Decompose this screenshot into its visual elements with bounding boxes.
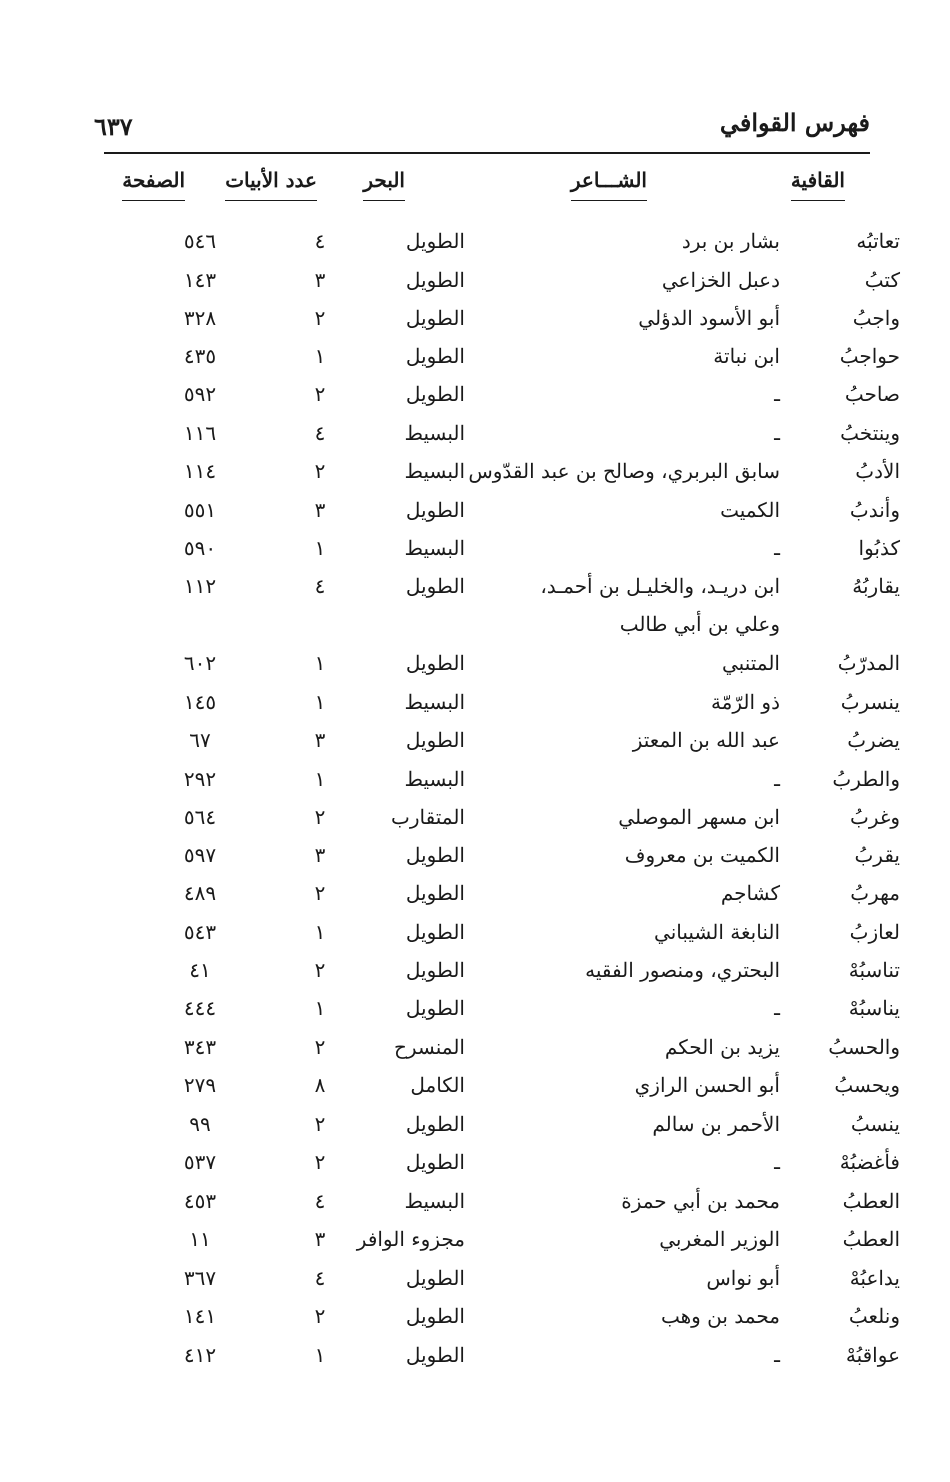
verse-count-cell: ٢	[314, 1112, 326, 1136]
poet-cell: ابن نباتة	[713, 344, 780, 368]
page-ref-cell: ٥٩٢	[183, 382, 217, 406]
column-header-poet: الشـــاعر	[571, 168, 647, 201]
rhyme-cell: كتبُ	[864, 268, 900, 292]
poet-cell: ـ	[774, 382, 780, 406]
meter-cell: البسيط	[404, 536, 465, 560]
verse-count-cell: ٣	[314, 843, 326, 867]
page-ref-cell: ٢٧٩	[183, 1073, 217, 1097]
rhyme-cell: تعاتبُه	[856, 229, 900, 253]
verse-count-cell: ٣	[314, 1227, 326, 1251]
rhyme-cell: ونلعبُ	[848, 1304, 900, 1328]
rhyme-cell: صاحبُ	[844, 382, 900, 406]
meter-cell: الطويل	[405, 574, 465, 598]
poet-cell: ـ	[774, 767, 780, 791]
meter-cell: الطويل	[405, 498, 465, 522]
verse-count-cell: ٤	[314, 1266, 326, 1290]
page-ref-cell: ٢٩٢	[183, 767, 217, 791]
page-ref-cell: ٦٠٢	[183, 651, 217, 675]
poet-cell: دعبل الخزاعي	[661, 268, 780, 292]
meter-cell: الطويل	[405, 1266, 465, 1290]
verse-count-cell: ١	[314, 690, 326, 714]
meter-cell: البسيط	[404, 459, 465, 483]
rhyme-cell: وأندبُ	[849, 498, 900, 522]
rhyme-cell: ويحسبُ	[834, 1073, 900, 1097]
poet-cell: الوزير المغربي	[659, 1227, 780, 1251]
poet-cell: ـ	[774, 996, 780, 1020]
rhyme-cell: الأدبُ	[855, 459, 900, 483]
page-ref-cell: ٥٦٤	[183, 805, 217, 829]
page-ref-cell: ٥٩٠	[183, 536, 217, 560]
rhyme-cell: العطبُ	[842, 1227, 900, 1251]
rhyme-cell: يقاربُهُ	[852, 574, 900, 598]
meter-cell: الطويل	[405, 1112, 465, 1136]
verse-count-cell: ٢	[314, 459, 326, 483]
poet-cell: المتنبي	[722, 651, 780, 675]
page-ref-cell: ٤٨٩	[183, 881, 217, 905]
header-rule	[104, 152, 870, 154]
meter-cell: المتقارب	[391, 805, 465, 829]
poet-cell-continued: وعلي بن أبي طالب	[619, 612, 780, 636]
verse-count-cell: ٢	[314, 306, 326, 330]
page-ref-cell: ٥٤٣	[183, 920, 217, 944]
meter-cell: البسيط	[404, 767, 465, 791]
page-ref-cell: ٣٤٣	[183, 1035, 217, 1059]
page-ref-cell: ١٤٥	[183, 690, 217, 714]
verse-count-cell: ٤	[314, 1189, 326, 1213]
page-ref-cell: ٤٥٣	[183, 1189, 217, 1213]
verse-count-cell: ٤	[314, 574, 326, 598]
page-ref-cell: ١٤١	[183, 1304, 217, 1328]
verse-count-cell: ١	[314, 536, 326, 560]
rhyme-cell: المدرّبُ	[837, 651, 900, 675]
verse-count-cell: ٢	[314, 881, 326, 905]
page-ref-cell: ٣٦٧	[183, 1266, 217, 1290]
verse-count-cell: ١	[314, 920, 326, 944]
poet-cell: ابن مسهر الموصلي	[618, 805, 780, 829]
verse-count-cell: ٢	[314, 1035, 326, 1059]
column-header-page: الصفحة	[122, 168, 185, 201]
page-ref-cell: ٤١	[189, 958, 211, 982]
page-number: ٦٣٧	[94, 112, 133, 141]
page-ref-cell: ١١٢	[183, 574, 217, 598]
meter-cell: الطويل	[405, 1304, 465, 1328]
verse-count-cell: ٤	[314, 229, 326, 253]
page-ref-cell: ٤١٢	[183, 1343, 217, 1367]
verse-count-cell: ٣	[314, 728, 326, 752]
page-ref-cell: ٤٤٤	[183, 996, 217, 1020]
verse-count-cell: ٢	[314, 1150, 326, 1174]
verse-count-cell: ٣	[314, 268, 326, 292]
meter-cell: الطويل	[405, 382, 465, 406]
rhyme-cell: عواقبُهْ	[845, 1343, 900, 1367]
rhyme-cell: يضربُ	[847, 728, 900, 752]
meter-cell: الكامل	[410, 1073, 465, 1097]
poet-cell: بشار بن برد	[681, 229, 780, 253]
meter-cell: الطويل	[405, 344, 465, 368]
meter-cell: الطويل	[405, 881, 465, 905]
meter-cell: البسيط	[404, 421, 465, 445]
rhyme-cell: وغربُ	[850, 805, 900, 829]
meter-cell: الطويل	[405, 996, 465, 1020]
rhyme-cell: وينتخبُ	[840, 421, 900, 445]
meter-cell: مجزوء الوافر	[356, 1227, 465, 1251]
page-ref-cell: ٦٧	[189, 728, 211, 752]
verse-count-cell: ٨	[314, 1073, 326, 1097]
meter-cell: الطويل	[405, 1150, 465, 1174]
meter-cell: الطويل	[405, 920, 465, 944]
poet-cell: يزيد بن الحكم	[664, 1035, 780, 1059]
rhyme-cell: كذبُوا	[858, 536, 900, 560]
poet-cell: الأحمر بن سالم	[652, 1112, 780, 1136]
poet-cell: ـ	[774, 421, 780, 445]
page-ref-cell: ٤٣٥	[183, 344, 217, 368]
rhyme-cell: ينسربُ	[840, 690, 900, 714]
poet-cell: ـ	[774, 536, 780, 560]
rhyme-cell: والحسبُ	[828, 1035, 900, 1059]
poet-cell: الكميت بن معروف	[624, 843, 780, 867]
column-header-meter: البحر	[363, 168, 405, 201]
page-ref-cell: ١١٦	[183, 421, 217, 445]
poet-cell: محمد بن أبي حمزة	[621, 1189, 780, 1213]
page-ref-cell: ٥٩٧	[183, 843, 217, 867]
poet-cell: أبو نواس	[706, 1266, 780, 1290]
rhyme-cell: مهربُ	[850, 881, 900, 905]
meter-cell: المنسرح	[393, 1035, 465, 1059]
rhyme-cell: والطربُ	[832, 767, 900, 791]
rhyme-cell: واجبُ	[852, 306, 900, 330]
page-ref-cell: ١٤٣	[183, 268, 217, 292]
rhyme-cell: حواجبُ	[839, 344, 900, 368]
rhyme-cell: يداعبُهْ	[849, 1266, 900, 1290]
poet-cell: ـ	[774, 1343, 780, 1367]
rhyme-cell: لعازبُ	[849, 920, 900, 944]
page-ref-cell: ٥٤٦	[183, 229, 217, 253]
running-title: فهرس القوافي	[719, 108, 870, 137]
meter-cell: البسيط	[404, 690, 465, 714]
poet-cell: ذو الرّمّة	[710, 690, 780, 714]
column-header-qafiya: القافية	[791, 168, 845, 201]
page-ref-cell: ١١٤	[183, 459, 217, 483]
poet-cell: البحتري، ومنصور الفقيه	[585, 958, 780, 982]
poet-cell: ابن دريـد، والخليـل بن أحمـد،	[540, 574, 780, 598]
poet-cell: النابغة الشيباني	[654, 920, 780, 944]
poet-cell: الكميت	[720, 498, 780, 522]
column-header-verse-count: عدد الأبيات	[225, 168, 317, 201]
poet-cell: أبو الأسود الدؤلي	[638, 306, 780, 330]
verse-count-cell: ٢	[314, 805, 326, 829]
verse-count-cell: ١	[314, 1343, 326, 1367]
rhyme-cell: فأغضبُهْ	[839, 1150, 900, 1174]
poet-cell: سابق البربري، وصالح بن عبد القدّوس	[468, 459, 780, 483]
verse-count-cell: ١	[314, 651, 326, 675]
page-ref-cell: ٥٥١	[183, 498, 217, 522]
meter-cell: الطويل	[405, 229, 465, 253]
page-ref-cell: ٩٩	[189, 1112, 211, 1136]
poet-cell: أبو الحسن الرازي	[634, 1073, 780, 1097]
poet-cell: ـ	[774, 1150, 780, 1174]
verse-count-cell: ٢	[314, 958, 326, 982]
poet-cell: محمد بن وهب	[660, 1304, 780, 1328]
verse-count-cell: ٣	[314, 498, 326, 522]
poet-cell: كشاجم	[720, 881, 780, 905]
verse-count-cell: ٢	[314, 382, 326, 406]
meter-cell: الطويل	[405, 1343, 465, 1367]
meter-cell: البسيط	[404, 1189, 465, 1213]
page-ref-cell: ٣٢٨	[183, 306, 217, 330]
rhyme-cell: ينسبُ	[850, 1112, 900, 1136]
meter-cell: الطويل	[405, 306, 465, 330]
rhyme-cell: يقربُ	[854, 843, 900, 867]
page-ref-cell: ١١	[189, 1227, 211, 1251]
page-ref-cell: ٥٣٧	[183, 1150, 217, 1174]
verse-count-cell: ١	[314, 344, 326, 368]
poet-cell: عبد الله بن المعتز	[632, 728, 780, 752]
verse-count-cell: ١	[314, 996, 326, 1020]
verse-count-cell: ١	[314, 767, 326, 791]
meter-cell: الطويل	[405, 958, 465, 982]
rhyme-cell: العطبُ	[842, 1189, 900, 1213]
meter-cell: الطويل	[405, 651, 465, 675]
meter-cell: الطويل	[405, 728, 465, 752]
rhyme-cell: تناسبُهْ	[848, 958, 900, 982]
verse-count-cell: ٤	[314, 421, 326, 445]
meter-cell: الطويل	[405, 268, 465, 292]
verse-count-cell: ٢	[314, 1304, 326, 1328]
rhyme-cell: يناسبُهْ	[848, 996, 900, 1020]
meter-cell: الطويل	[405, 843, 465, 867]
